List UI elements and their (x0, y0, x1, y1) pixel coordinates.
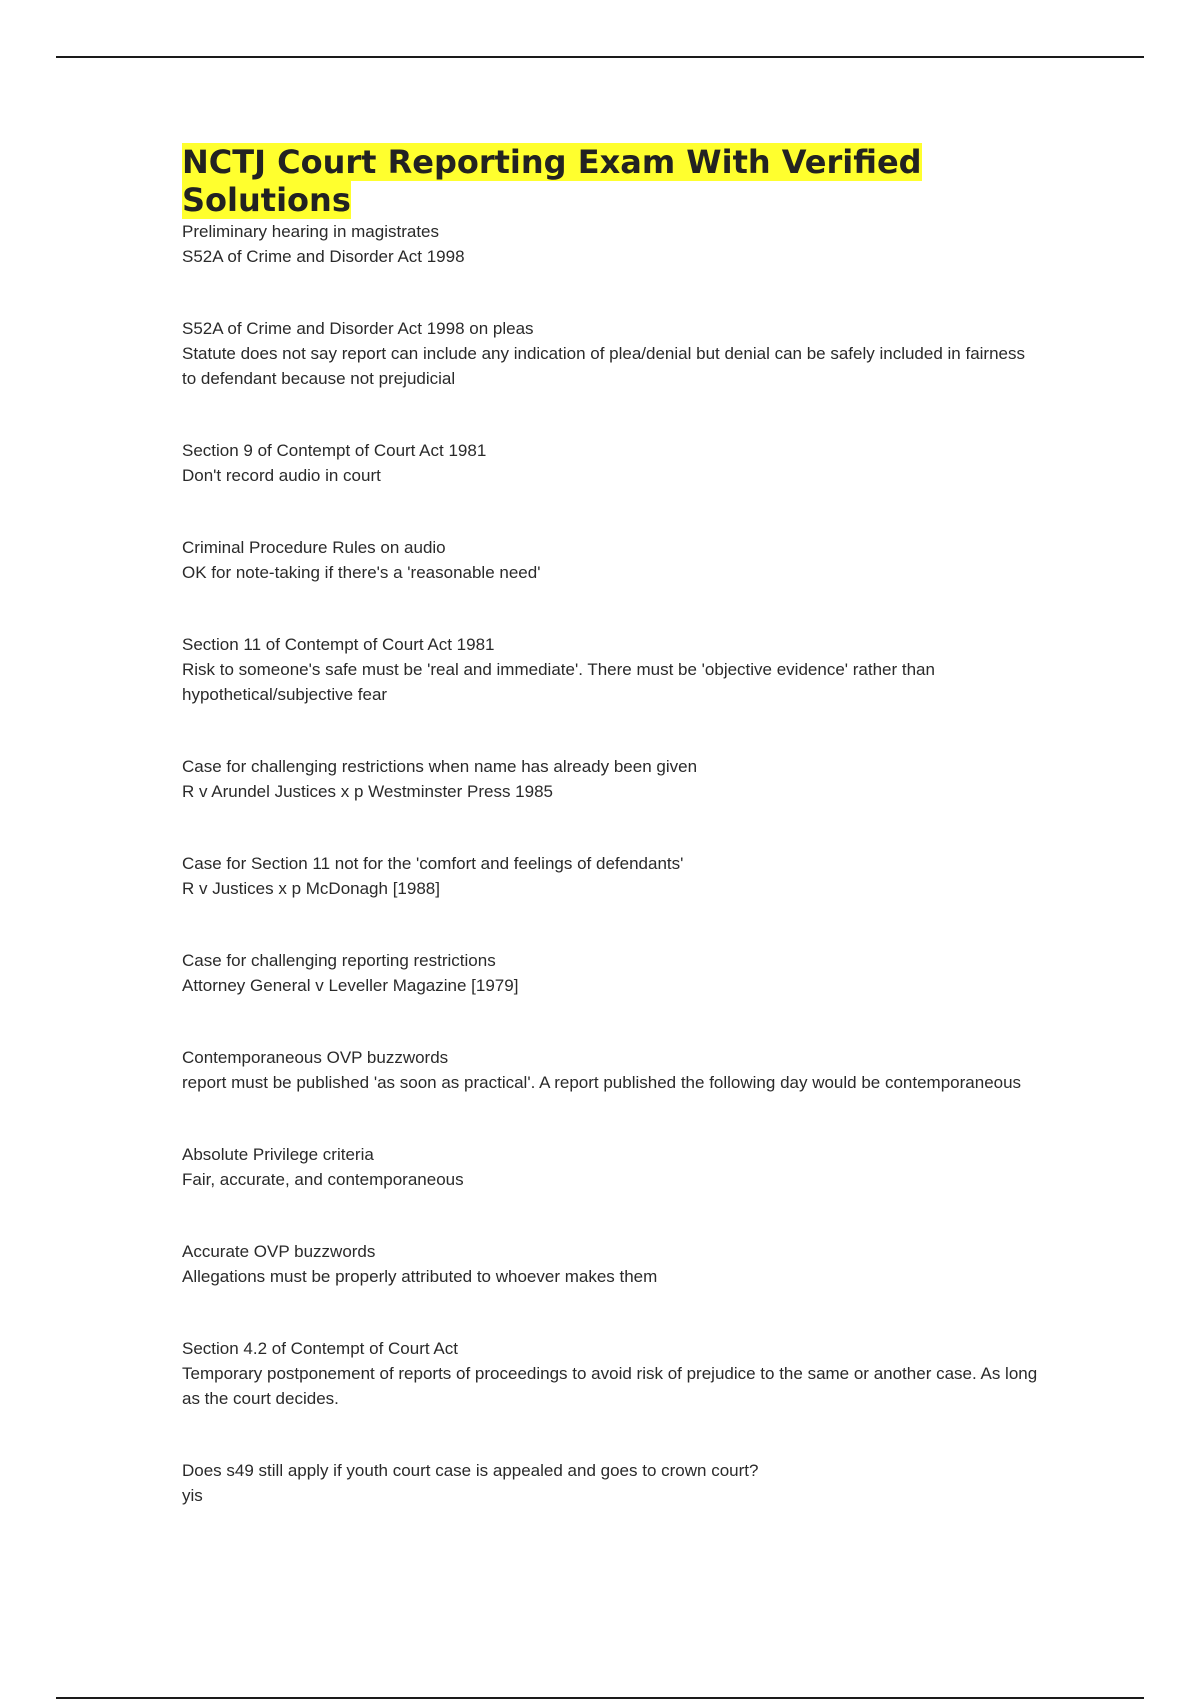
answer-text: R v Justices x p McDonagh [1988] (182, 879, 440, 898)
question-text: Does s49 still apply if youth court case is appealed and goes to crown court? (182, 1461, 759, 1480)
qa-list (182, 219, 1042, 1508)
answer-text: Fair, accurate, and contemporaneous (182, 1170, 464, 1189)
top-rule (56, 56, 1144, 58)
answer-text: S52A of Crime and Disorder Act 1998 (182, 247, 465, 266)
qa-item (182, 535, 1042, 585)
answer-text: Don't record audio in court (182, 466, 381, 485)
answer-text: R v Arundel Justices x p Westminster Press 1985 (182, 782, 554, 801)
answer-text: Statute does not say report can include any indication of plea/denial but denial can be safely included in fairness to defendant because not prejudicial (182, 344, 1025, 388)
answer-text: OK for note-taking if there's a 'reasonable need' (182, 563, 541, 582)
qa-item (182, 632, 1042, 707)
bottom-rule (56, 1697, 1144, 1699)
question-text: Section 11 of Contempt of Court Act 1981 (182, 635, 495, 654)
question-text: Accurate OVP buzzwords (182, 1242, 376, 1261)
answer-text: Temporary postponement of reports of proceedings to avoid risk of prejudice to the same or another case. As long as the court decides. (182, 1364, 1038, 1408)
question-text: Case for challenging reporting restrictions (182, 951, 496, 970)
qa-item (182, 438, 1042, 488)
question-text: Section 4.2 of Contempt of Court Act (182, 1339, 458, 1358)
qa-item (182, 851, 1042, 901)
qa-item (182, 316, 1042, 391)
qa-item (182, 948, 1042, 998)
answer-text: yis (182, 1486, 203, 1505)
answer-text: Risk to someone's safe must be 'real and immediate'. There must be 'objective evidence' rather than hypothetical/subjective fear (182, 660, 935, 704)
qa-item (182, 754, 1042, 804)
question-text: Absolute Privilege criteria (182, 1145, 374, 1164)
question-text: Criminal Procedure Rules on audio (182, 538, 446, 557)
qa-item (182, 219, 1042, 269)
qa-item (182, 1045, 1042, 1095)
answer-text: Attorney General v Leveller Magazine [1979] (182, 976, 519, 995)
answer-text: Allegations must be properly attributed to whoever makes them (182, 1267, 658, 1286)
question-text: S52A of Crime and Disorder Act 1998 on pleas (182, 319, 534, 338)
question-text: Case for Section 11 not for the 'comfort and feelings of defendants' (182, 854, 684, 873)
document-title (182, 143, 1042, 219)
qa-item (182, 1239, 1042, 1289)
qa-item (182, 1336, 1042, 1411)
question-text: Preliminary hearing in magistrates (182, 222, 439, 241)
answer-text: report must be published 'as soon as practical'. A report published the following day would be contemporaneous (182, 1073, 1022, 1092)
title-highlight: NCTJ Court Reporting Exam With Verified Solutions (182, 143, 922, 219)
question-text: Contemporaneous OVP buzzwords (182, 1048, 449, 1067)
question-text: Section 9 of Contempt of Court Act 1981 (182, 441, 487, 460)
qa-item (182, 1458, 1042, 1508)
document-body (182, 143, 1042, 1555)
question-text: Case for challenging restrictions when name has already been given (182, 757, 698, 776)
qa-item (182, 1142, 1042, 1192)
